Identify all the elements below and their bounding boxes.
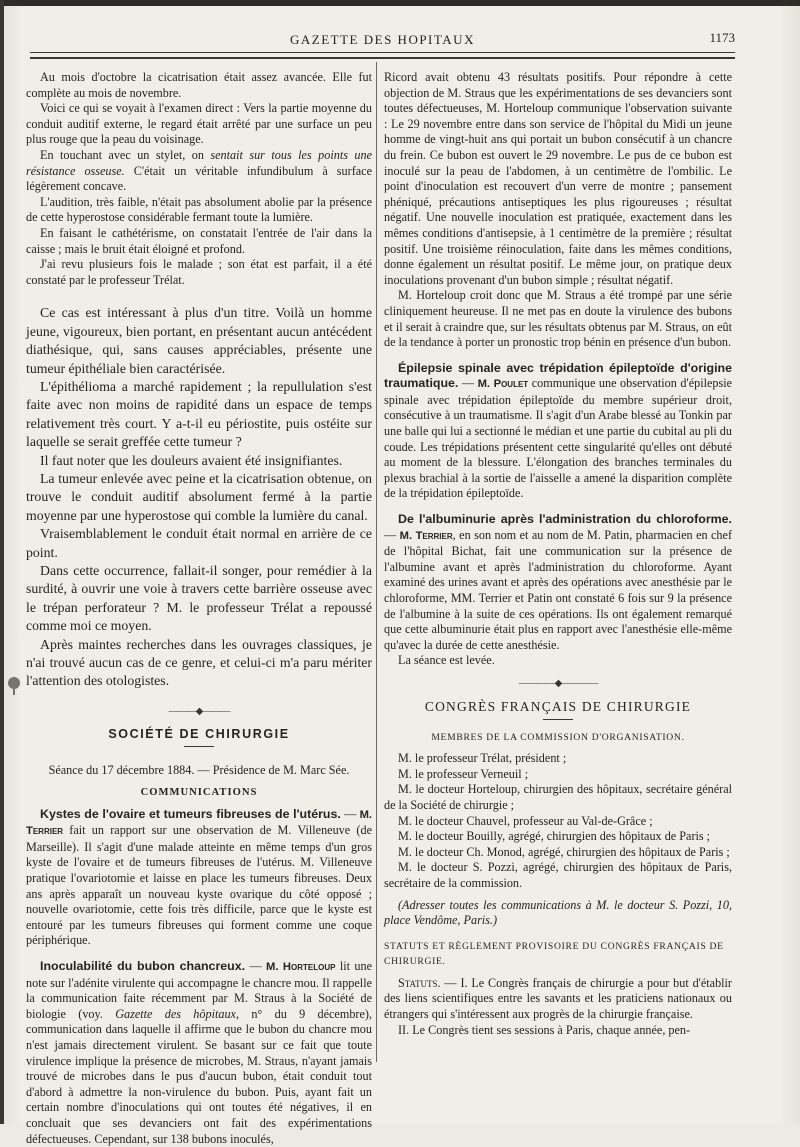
paragraph: J'ai revu plusieurs fois le malade ; son état est parfait, il a été constaté par le professeur Trélat.	[26, 257, 372, 287]
paragraph	[384, 512, 732, 653]
article-title: Inoculabilité du bubon chancreux.	[40, 958, 246, 973]
section-ornament: ————◆————	[518, 677, 598, 689]
paragraph	[384, 976, 732, 1023]
list-item: M. le professeur Verneuil ;	[398, 766, 529, 781]
paragraph: L'épithélioma a marché rapidement ; la repullulation s'est faite avec non moins de rapidité dans un espace de temps relativement très court. Y a-t-il eu périostite, puis ostéite sur laquelle se serait greffée cette tumeur ?	[26, 378, 372, 450]
statutes-label: Statuts.	[398, 975, 441, 990]
paragraph: Vraisemblablement le conduit était normal en arrière de ce point.	[26, 526, 372, 560]
paragraph: Voici ce qui se voyait à l'examen direct : Vers la partie moyenne du conduit auditif externe, le regard était arrêté par une surface un peu plus rouge que la peau du voisinage.	[26, 101, 372, 147]
top-edge-bar	[0, 0, 800, 6]
paragraph	[26, 148, 372, 195]
paragraph: Ce cas est intéressant à plus d'un titre. Voilà un homme jeune, vigoureux, bien portant, en présentant aucun antécédent diathésique, qui, sans causes appréciables, présente une tumeur épithéliale bien caractérisée.	[26, 305, 372, 376]
pin-mark-icon	[8, 677, 20, 689]
paragraph: Il faut noter que les douleurs avaient été insignifiantes.	[40, 452, 343, 468]
paragraph: Dans cette occurrence, fallait-il songer, pour remédier à la surdité, à ouvrir une voie à travers cette barrière osseuse avec le trépan perforateur ? M. le professeur Trélat a repoussé comme moi ce moyen.	[26, 563, 372, 634]
list-item: M. le docteur Horteloup, chirurgien des hôpitaux, secrétaire général de la Société de chirurgie ;	[384, 782, 732, 812]
address-note	[384, 898, 732, 929]
italic-run: Gazette des hôpitaux	[115, 1006, 236, 1021]
paragraph: Après maintes recherches dans les ouvrages classiques, je n'ai trouvé aucun cas de ce genre, et celui-ci m'a paru mériter l'attention des otologistes.	[26, 636, 372, 689]
section-heading: CONGRÈS FRANÇAIS DE CHIRURGIE	[424, 698, 692, 714]
article-title: De l'albuminurie après l'administration du chloroforme.	[398, 512, 732, 527]
left-column	[26, 70, 372, 1147]
right-column	[384, 70, 732, 1038]
article-title: Épilepsie spinale avec trépidation épileptoïde d'origine traumatique.	[384, 360, 732, 391]
list-item: M. le docteur Ch. Monod, agrégé, chirurgien des hôpitaux de Paris ;	[398, 844, 730, 859]
paragraph: Au mois d'octobre la cicatrisation était assez avancée. Elle fut complète au mois de novembre.	[26, 70, 372, 100]
text-run: , n° du 9 décembre), communication dans laquelle il affirme que le bubon du chancre mou n'est jamais directement virulent. Se basant sur ce fait que toute virulence implique la présence de microbes, M. Straus, n'ayant jamais trouvé de microbes dans le pus d'aucun bubon, était conduit tout d'abord à admettre la non-virulence du bubon. Puis, ayant fait un certain nombre d'inoculations qui ont toutes été négatives, il en concluait que ses devanciers ont fait des expérimentations défectueuses. Cependant, sur 138 bubons inoculés,	[26, 1006, 372, 1146]
list-item: M. le professeur Trélat, président ;	[398, 751, 567, 766]
list-item: M. le docteur Bouilly, agrégé, chirurgien des hôpitaux de Paris ;	[398, 829, 711, 844]
header-rule-thick	[30, 57, 735, 59]
list-item: M. le docteur Chauvel, professeur au Val-de-Grâce ;	[398, 813, 653, 828]
paragraph: II. Le Congrès tient ses sessions à Paris, chaque année, pen-	[398, 1022, 691, 1037]
paragraph: En faisant le cathétérisme, on constatait l'entrée de l'air dans la caisse ; mais le bruit était éloigné et profond.	[26, 225, 372, 256]
text-run: — I. Le Congrès français de chirurgie a pour but d'établir des liens scientifiques entre les savants et les praticiens nationaux ou étrangers qui s'intéressent aux progrès de la chirurgie française.	[384, 975, 732, 1022]
text-run: —	[245, 958, 267, 973]
author-name: M. Poulet	[477, 378, 529, 391]
text-run: C'était un véritable infundibulum à surface légèrement concave.	[26, 163, 372, 194]
paragraph: M. Horteloup croit donc que M. Straus a été trompé par une série cliniquement heureuse. Il ne met pas en doute la virulence des bubons et il serait à craindre que, sur les résultats obtenus par M. Straus, on eût de la tendance à porter un pronostic trop bénin en présence d'un bubon.	[384, 288, 732, 350]
paragraph: Ricord avait obtenu 43 résultats positifs. Pour répondre à cette objection de M. Straus que les expérimentations de ses devanciers sont toutes défectueuses, M. Horteloup communique l'observation suivante : Le 29 novembre entre dans son service de l'hôpital du Midi un jeune homme de vingt-huit ans qui portait un bubon consécutif à un chancre du frein. Ce bubon est ouvert le 29 novembre. Le pus de ce bubon est inoculé sur la peau de l'abdomen, à un centimètre de l'ombilic. Le point d'inoculation est recouvert d'un verre de montre ; pansement phéniqué, précautions antiseptiques les plus rigoureuses ; résultat négatif. Une nouvelle inoculation est pratiquée, exactement dans les mêmes conditions d'antisepsie, à 1 centimètre de la première ; résultat positif. Une troisième réinoculation, faite dans les mêmes conditions, donne également un résultat positif. Le même jour, on pratique deux inoculations provenant d'un bubon simple ; résultat négatif.	[384, 70, 732, 287]
running-header	[30, 30, 735, 50]
section-heading: SOCIÉTÉ DE CHIRURGIE	[108, 726, 290, 741]
binding-edge	[0, 0, 4, 1124]
members-list	[384, 751, 732, 891]
italic-run: (Adresser toutes les communications à M. le docteur S. Pozzi, 10, place Vendôme, Paris.)	[384, 897, 732, 928]
article-title: Kystes de l'ovaire et tumeurs fibreuses de l'utérus.	[40, 806, 341, 821]
page-number: 1173	[709, 30, 735, 45]
author-name: M. Horteloup	[266, 960, 336, 973]
author-name: M. Terrier	[26, 808, 372, 838]
text-run: communique une observation d'épilepsie spinale avec trépidation épileptoïde du membre supérieur droit, consécutive à un traumatisme. Il s'agit d'un Arabe blessé au Tonkin par une balle qui lui a sectionné le médian et une partie du cubital au pli du coude. Les trépidations présentent cette singularité qu'elles ont débuté au moment de la blessure. L'élongation des branches terminales du plexus brachial à la sortie de l'aisselle a amené la disparition complète de la trépidation épileptoïde.	[384, 376, 733, 501]
text-run: En touchant avec un stylet, on	[40, 147, 211, 162]
subsection-heading: STATUTS ET RÈGLEMENT PROVISOIRE DU CONGRÈS FRANÇAIS DE CHIRURGIE.	[384, 940, 724, 968]
text-run: lit une note sur l'adénite virulente qui accompagne le chancre mou. Il rappelle la communication faite récemment par M. Straus à la Société de biologie (voy.	[26, 958, 372, 1021]
text-run: —	[458, 376, 478, 391]
header-rule-thin	[30, 52, 735, 53]
paragraph	[26, 959, 372, 1147]
column-divider	[376, 62, 377, 1062]
subsection-heading: MEMBRES DE LA COMMISSION D'ORGANISATION.	[431, 731, 685, 743]
session-line: Séance du 17 décembre 1884. — Présidence de M. Marc Sée.	[48, 763, 350, 778]
text-run: —	[340, 806, 360, 821]
paragraph: L'audition, très faible, n'était pas absolument abolie par la présence de cette hyperostose considérable fermant toute la lumière.	[26, 194, 372, 225]
author-name: M. Terrier	[399, 529, 453, 542]
text-run: , en son nom et au nom de M. Patin, pharmacien en chef de l'hôpital Bichat, fait une communication sur la présence de l'albumine avant et après l'administration du chloroforme. Ayant examiné des urines avant et après des opérations avec anesthésie par le chloroforme, MM. Terrier et Patin ont constaté 6 fois sur 9 la présence de l'albumine à la suite de ces opérations. Ils ont également remarqué que cette albuminurie était plus en rapport avec l'anesthésie elle-même qu'avec la durée de cette anesthésie.	[384, 527, 732, 652]
list-item: M. le docteur S. Pozzi, agrégé, chirurgien des hôpitaux de Paris, secrétaire de la commission.	[384, 860, 732, 890]
closing-line: La séance est levée.	[398, 653, 495, 668]
journal-title: GAZETTE DES HOPITAUX	[290, 32, 475, 47]
italic-run: sentait sur tous les points une résistance osseuse.	[26, 147, 372, 178]
paragraph	[384, 361, 732, 502]
text-run: fait un rapport sur une observation de M. Villeneuve (de Marseille). Il s'agit d'une malade atteinte en même temps d'un gros kyste de l'ovaire et de tumeurs fibreuses de l'utérus. M. Villeneuve pratique l'ovariotomie et laisse en place les tumeurs fibreuses. Deux ans après apparaît un nouveau kyste ovarique du côté opposé ; nouvelle ovariotomie, cette fois très difficile, parce que le kyste est entouré par les tumeurs fibreuses qui forment comme une coque périphérique.	[26, 823, 372, 948]
paragraph: La tumeur enlevée avec peine et la cicatrisation obtenue, on trouve le conduit auditif absolument fermé à la partie moyenne par une hyperostose qui comble la lumière du canal.	[26, 470, 372, 523]
subsection-heading: COMMUNICATIONS	[140, 787, 258, 799]
text-run: —	[384, 527, 400, 542]
section-ornament: ———◆———	[168, 705, 230, 717]
paragraph	[26, 807, 372, 949]
